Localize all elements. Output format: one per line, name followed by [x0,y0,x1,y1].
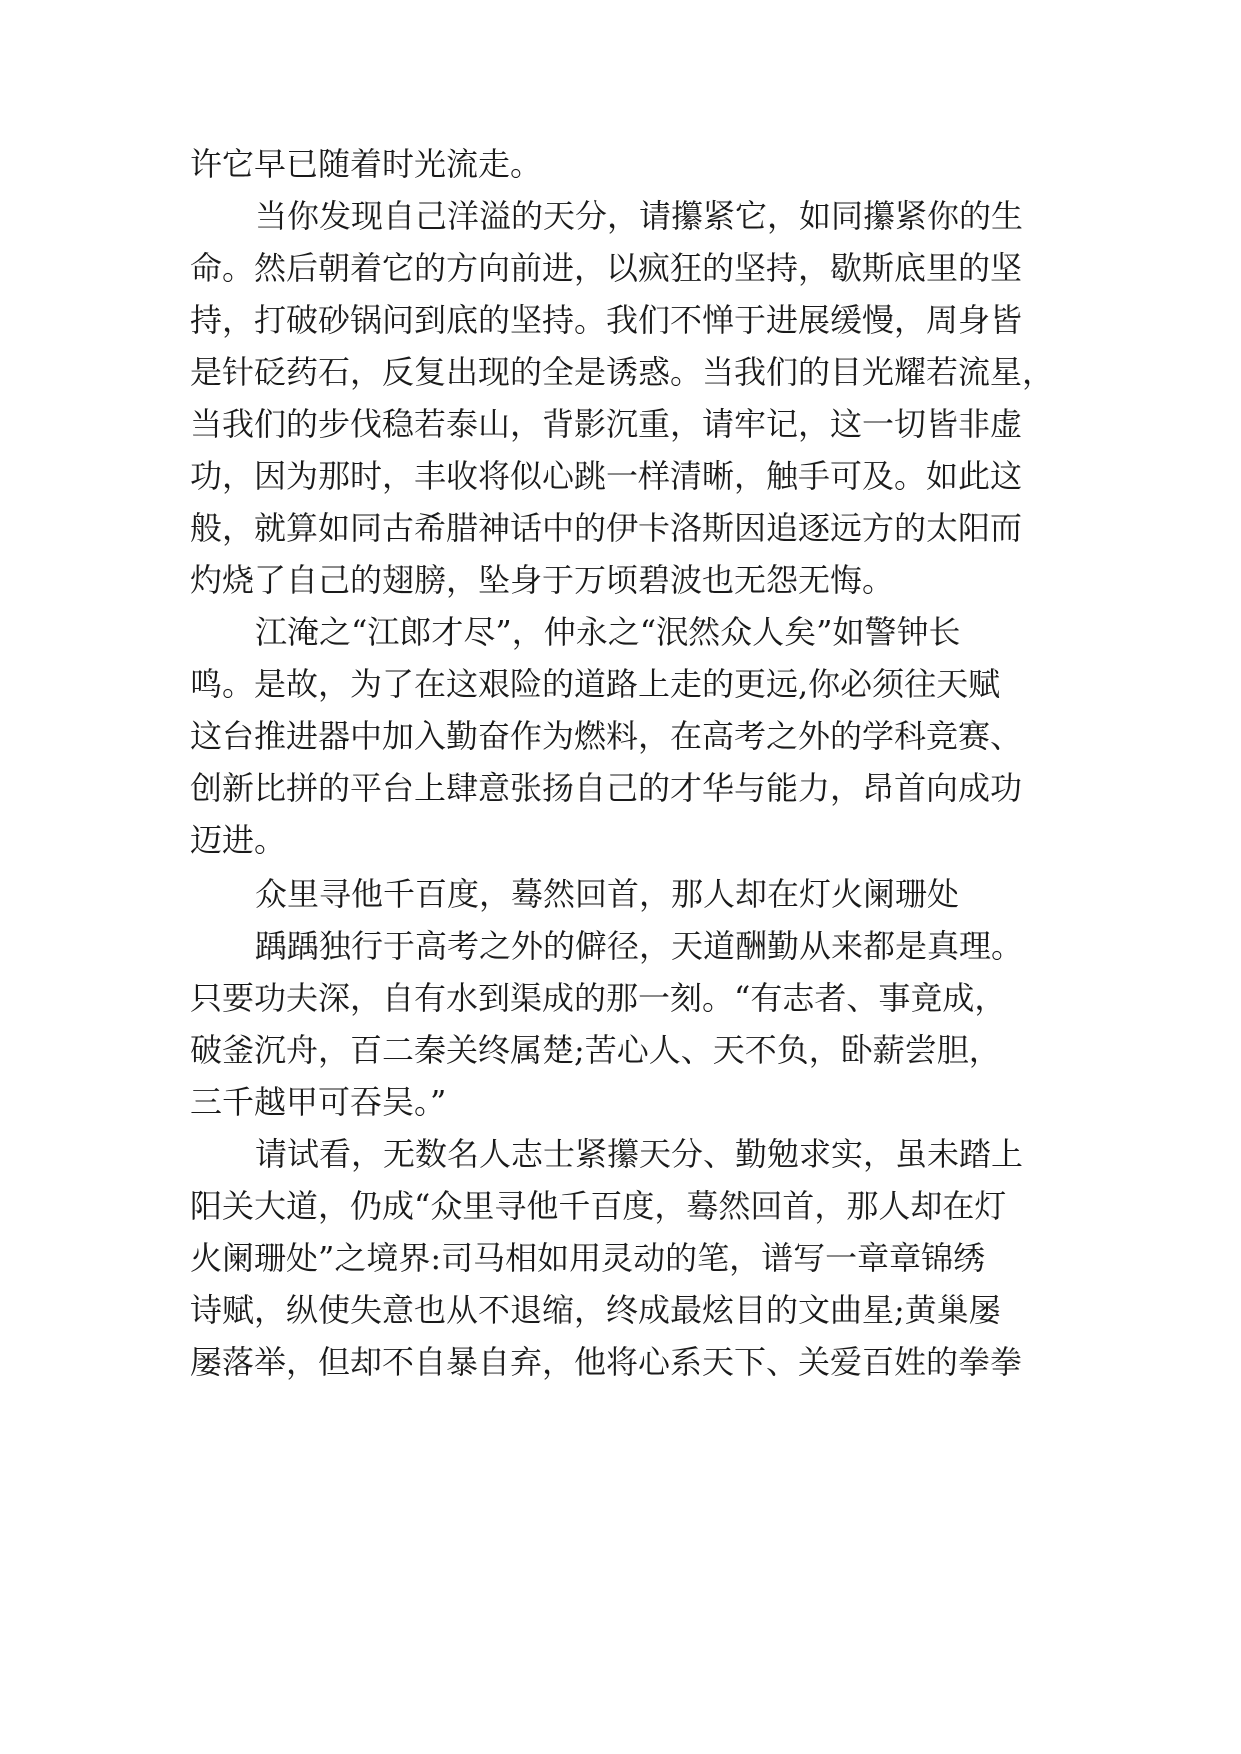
text-line: 持，打破砂锅问到底的坚持。我们不惮于进展缓慢，周身皆 [190,301,1023,339]
text-line: 般，就算如同古希腊神话中的伊卡洛斯因追逐远方的太阳而 [190,509,1023,547]
text-line: 当我们的步伐稳若泰山，背影沉重，请牢记，这一切皆非虚 [190,405,1023,443]
text-line: 诗赋，纵使失意也从不退缩，终成最炫目的文曲星;黄巢屡 [190,1291,1001,1329]
paragraph-first-line: 踽踽独行于高考之外的僻径，天道酬勤从来都是真理。 [255,927,1024,965]
text-line: 三千越甲可吞吴。” [190,1083,447,1121]
text-line: 阳关大道，仍成“众里寻他千百度，蓦然回首，那人却在灯 [190,1187,1007,1225]
text-line: 火阑珊处”之境界:司马相如用灵动的笔，谱写一章章锦绣 [190,1239,986,1277]
text-line: 屡落举，但却不自暴自弃，他将心系天下、关爱百姓的拳拳 [190,1343,1023,1381]
text-line: 只要功夫深，自有水到渠成的那一刻。“有志者、事竟成， [190,979,1007,1017]
text-line: 许它早已随着时光流走。 [190,145,543,183]
paragraph-first-line: 当你发现自己洋溢的天分，请攥紧它，如同攥紧你的生 [255,197,1024,235]
text-line: 这台推进器中加入勤奋作为燃料，在高考之外的学科竞赛、 [190,717,1023,755]
text-line: 鸣。是故，为了在这艰险的道路上走的更远,你必须往天赋 [190,665,1001,703]
text-line: 功，因为那时，丰收将似心跳一样清晰，触手可及。如此这 [190,457,1023,495]
paragraph-first-line: 请试看，无数名人志士紧攥天分、勤勉求实，虽未踏上 [255,1135,1024,1173]
text-line: 破釜沉舟，百二秦关终属楚;苦心人、天不负，卧薪尝胆， [190,1031,1001,1069]
text-line: 是针砭药石，反复出现的全是诱惑。当我们的目光耀若流星， [190,353,1055,391]
text-line: 灼烧了自己的翅膀，坠身于万顷碧波也无怨无悔。 [190,561,895,599]
section-heading: 众里寻他千百度，蓦然回首，那人却在灯火阑珊处 [255,875,960,913]
text-line: 创新比拼的平台上肆意张扬自己的才华与能力，昂首向成功 [190,769,1023,807]
text-line: 迈进。 [190,821,287,859]
paragraph-first-line: 江淹之“江郎才尽”，仲永之“泯然众人矣”如警钟长 [255,613,961,651]
text-line: 命。然后朝着它的方向前进，以疯狂的坚持，歇斯底里的坚 [190,249,1023,287]
